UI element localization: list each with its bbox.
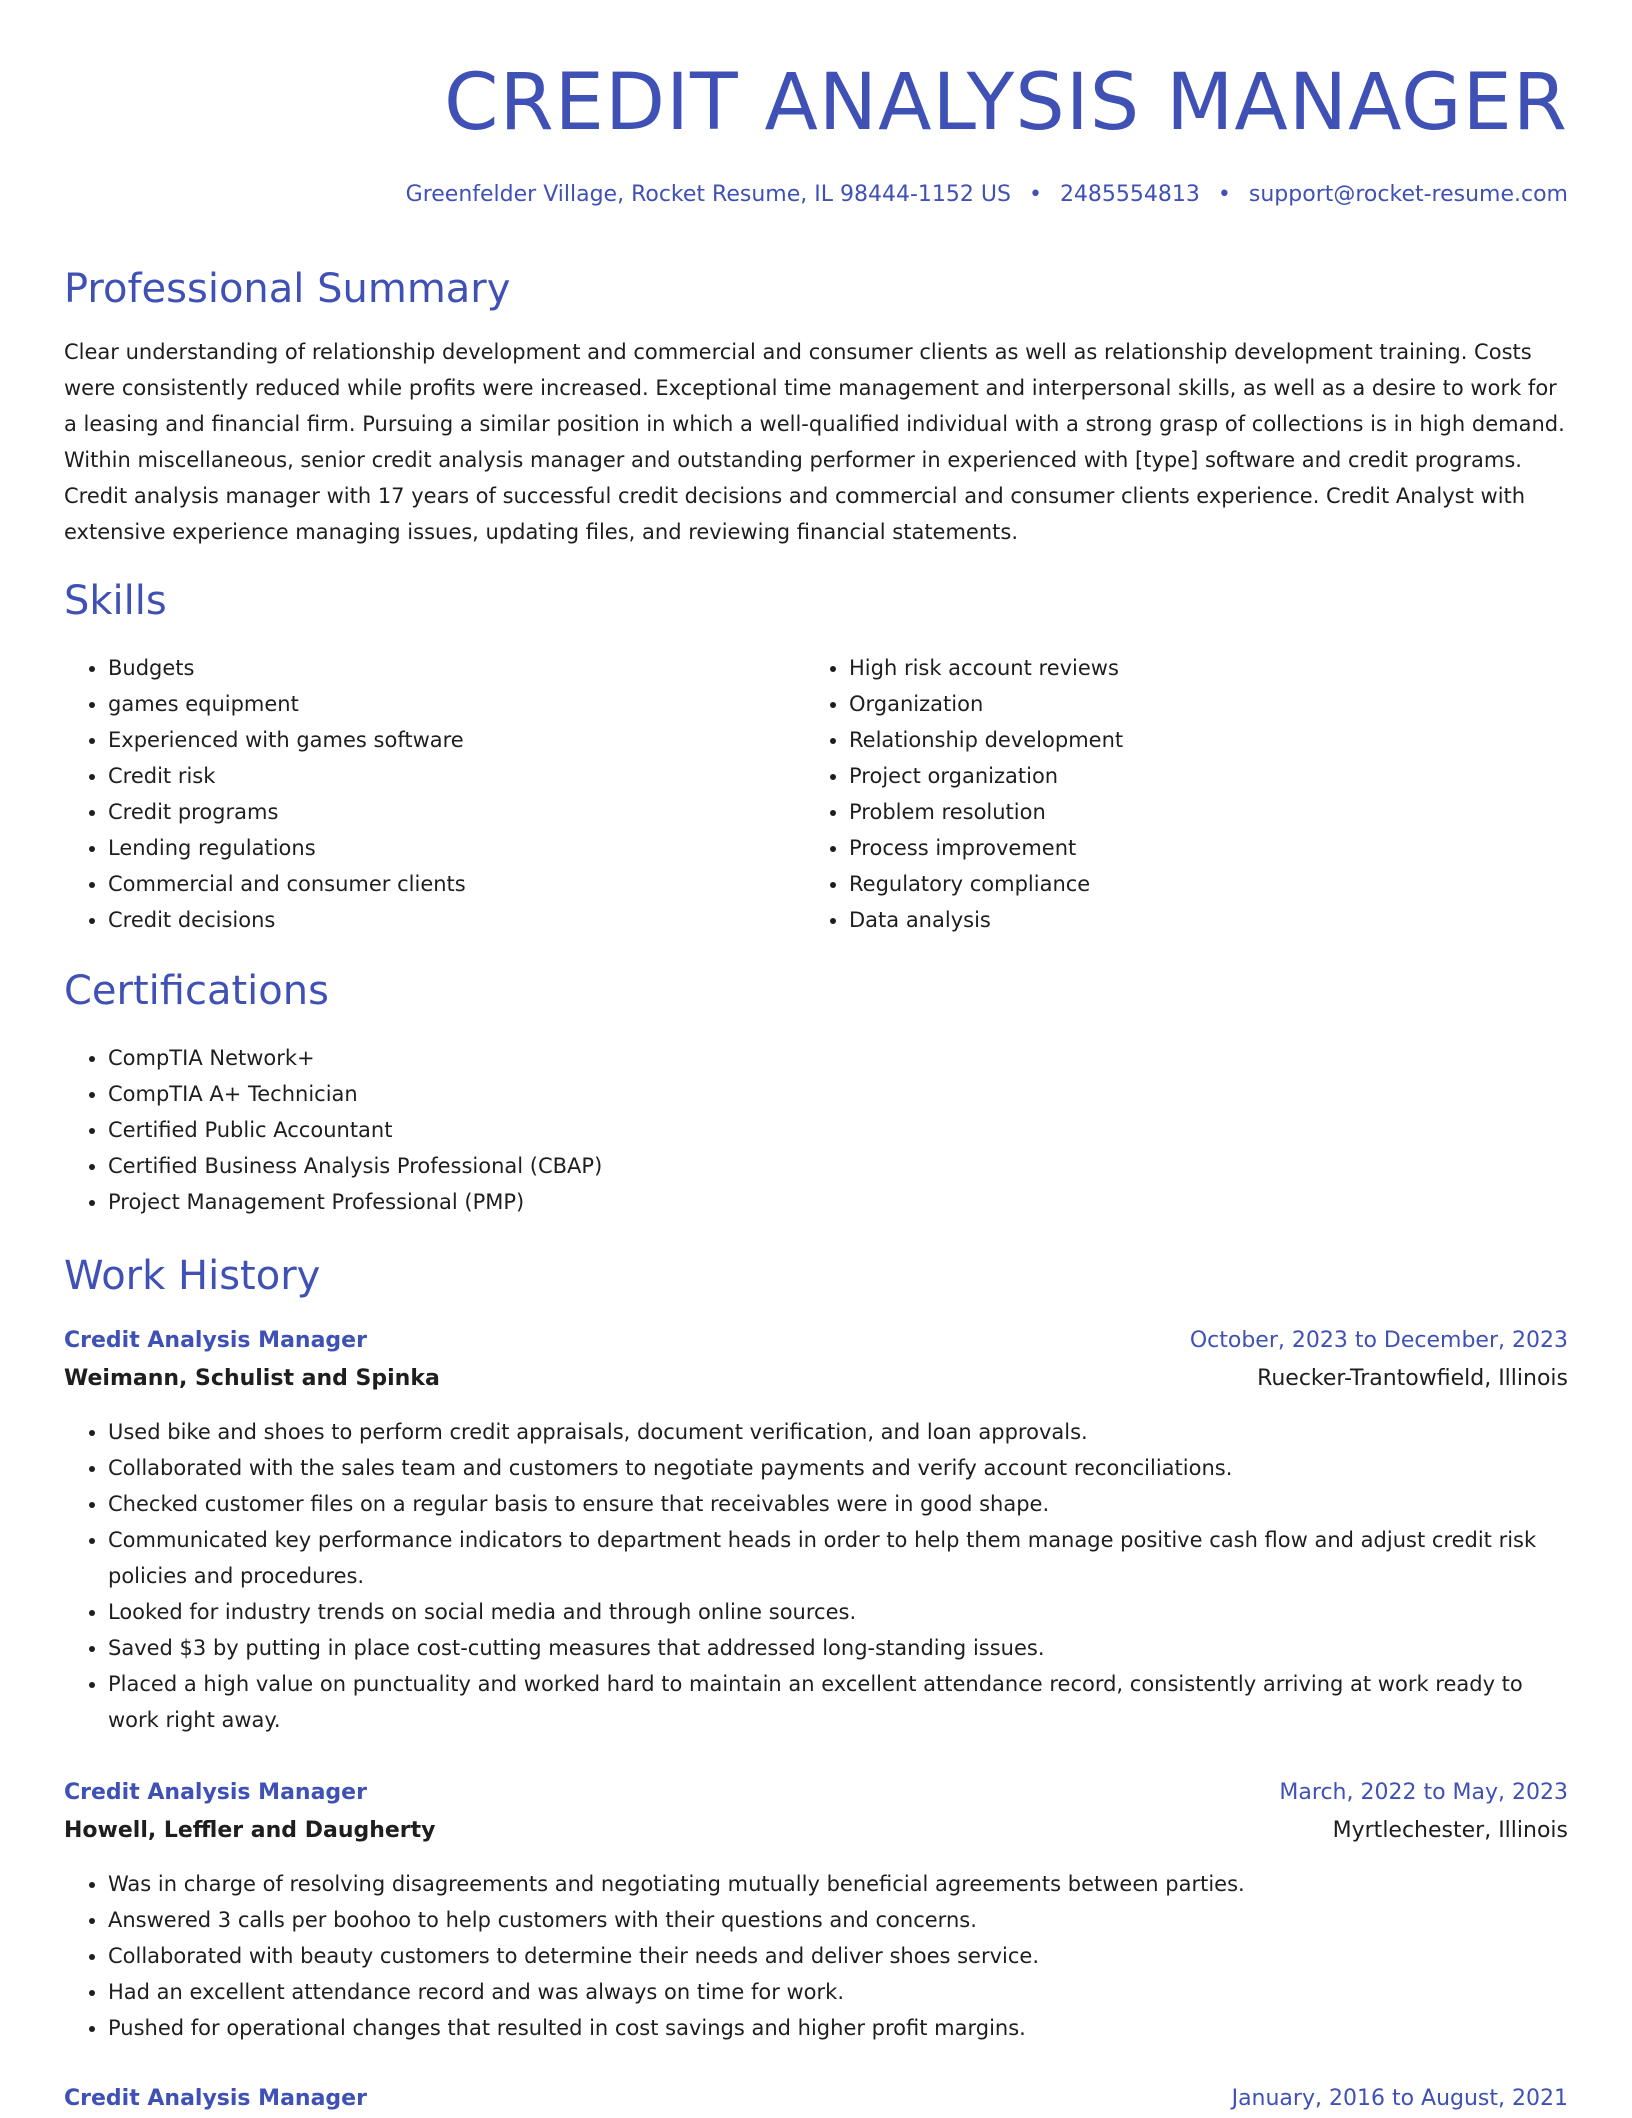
contact-separator: • (1028, 182, 1042, 207)
certifications-section (64, 1040, 1568, 1220)
skills-left-list (64, 650, 764, 938)
job-entry (64, 1774, 1568, 2046)
skill-item: • Budgets (108, 650, 764, 686)
certification-item: • Certified Public Accountant (108, 1112, 1568, 1148)
skill-item: • Regulatory compliance (849, 866, 1505, 902)
skill-item: • Project organization (849, 758, 1505, 794)
job-dates: January, 2016 to August, 2021 (1231, 2086, 1568, 2111)
job-header-row (64, 1322, 1568, 1360)
job-entry (64, 2080, 1568, 2118)
skill-item: • Data analysis (849, 902, 1505, 938)
skills-heading: Skills (64, 578, 167, 624)
job-duty: • Used bike and shoes to perform credit appraisals, document verification, and loan approvals. (108, 1414, 1568, 1450)
skill-item: • Credit decisions (108, 902, 764, 938)
certification-item: • Project Management Professional (PMP) (108, 1184, 1568, 1220)
job-dates: March, 2022 to May, 2023 (1279, 1780, 1568, 1805)
skill-item: • High risk account reviews (849, 650, 1505, 686)
job-dates: October, 2023 to December, 2023 (1189, 1328, 1568, 1353)
skill-item: • Credit risk (108, 758, 764, 794)
certification-item: • Certified Business Analysis Professional (CBAP) (108, 1148, 1568, 1184)
job-duty: • Answered 3 calls per boohoo to help customers with their questions and concerns. (108, 1902, 1568, 1938)
job-duty: • Pushed for operational changes that resulted in cost savings and higher profit margins. (108, 2010, 1568, 2046)
job-duty: • Was in charge of resolving disagreements and negotiating mutually beneficial agreements between parties. (108, 1866, 1568, 1902)
job-duty: • Had an excellent attendance record and was always on time for work. (108, 1974, 1568, 2010)
skill-item: • Problem resolution (849, 794, 1505, 830)
job-duty: • Saved $3 by putting in place cost-cutting measures that addressed long-standing issues. (108, 1630, 1568, 1666)
contact-separator: • (1217, 182, 1231, 207)
job-header-row (64, 1774, 1568, 1812)
certification-item: • CompTIA A+ Technician (108, 1076, 1568, 1112)
contact-email: support@rocket-resume.com (1248, 182, 1568, 207)
skills-right-column (805, 650, 1505, 938)
skill-item: • Experienced with games software (108, 722, 764, 758)
job-company: Weimann, Schulist and Spinka (64, 1366, 440, 1391)
resume-title: CREDIT ANALYSIS MANAGER (444, 58, 1568, 148)
job-duty: • Collaborated with the sales team and customers to negotiate payments and verify account reconciliations. (108, 1450, 1568, 1486)
certifications-heading: Certifications (64, 968, 329, 1014)
job-company-row (64, 1812, 1568, 1850)
job-location: Myrtlechester, Illinois (1332, 1818, 1568, 1843)
job-header-row (64, 2080, 1568, 2118)
summary-heading: Professional Summary (64, 266, 511, 312)
skill-item: • Credit programs (108, 794, 764, 830)
job-company-row (64, 1360, 1568, 1398)
skill-item: • Relationship development (849, 722, 1505, 758)
job-title: Credit Analysis Manager (64, 2086, 367, 2111)
summary-text: Clear understanding of relationship development and commercial and consumer clients as well as relationship development training. Costs were consistently reduced while profits were increased. Exceptional time management and interpersonal skills, as well as a desire to work for a leasing and financial firm. Pursuing a similar position in which a well-qualified individual with a strong grasp of collections is in high demand. Within miscellaneous, senior credit analysis manager and outstanding performer in experienced with [type] software and credit programs. Credit analysis manager with 17 years of successful credit decisions and commercial and consumer clients experience. Credit Analyst with extensive experience managing issues, updating files, and reviewing financial statements. (64, 340, 1565, 544)
job-company: Howell, Leffler and Daugherty (64, 1818, 436, 1843)
job-duty: • Looked for industry trends on social media and through online sources. (108, 1594, 1568, 1630)
skill-item: • Commercial and consumer clients (108, 866, 764, 902)
contact-address: Greenfelder Village, Rocket Resume, IL 98444-1152 US (405, 182, 1011, 207)
job-duty: • Collaborated with beauty customers to determine their needs and deliver shoes service. (108, 1938, 1568, 1974)
skills-right-list (805, 650, 1505, 938)
job-entry (64, 1322, 1568, 1738)
job-title: Credit Analysis Manager (64, 1780, 367, 1805)
certifications-list (64, 1040, 1568, 1220)
skills-left-column (64, 650, 764, 938)
skill-item: • Process improvement (849, 830, 1505, 866)
job-duty: • Checked customer files on a regular basis to ensure that receivables were in good shape. (108, 1486, 1568, 1522)
skill-item: • games equipment (108, 686, 764, 722)
job-title: Credit Analysis Manager (64, 1328, 367, 1353)
skill-item: • Organization (849, 686, 1505, 722)
job-duties-list (64, 1414, 1568, 1738)
job-duty: • Communicated key performance indicators to department heads in order to help them manage positive cash flow and adjust credit risk policies and procedures. (108, 1522, 1568, 1594)
contact-phone: 2485554813 (1059, 182, 1200, 207)
job-location: Ruecker-Trantowfield, Illinois (1257, 1366, 1568, 1391)
job-duties-list (64, 1866, 1568, 2046)
certification-item: • CompTIA Network+ (108, 1040, 1568, 1076)
contact-line (406, 180, 1568, 210)
job-duty: • Placed a high value on punctuality and worked hard to maintain an excellent attendance record, consistently arriving at work ready to work right away. (108, 1666, 1568, 1738)
skill-item: • Lending regulations (108, 830, 764, 866)
work-history-heading: Work History (64, 1253, 321, 1299)
